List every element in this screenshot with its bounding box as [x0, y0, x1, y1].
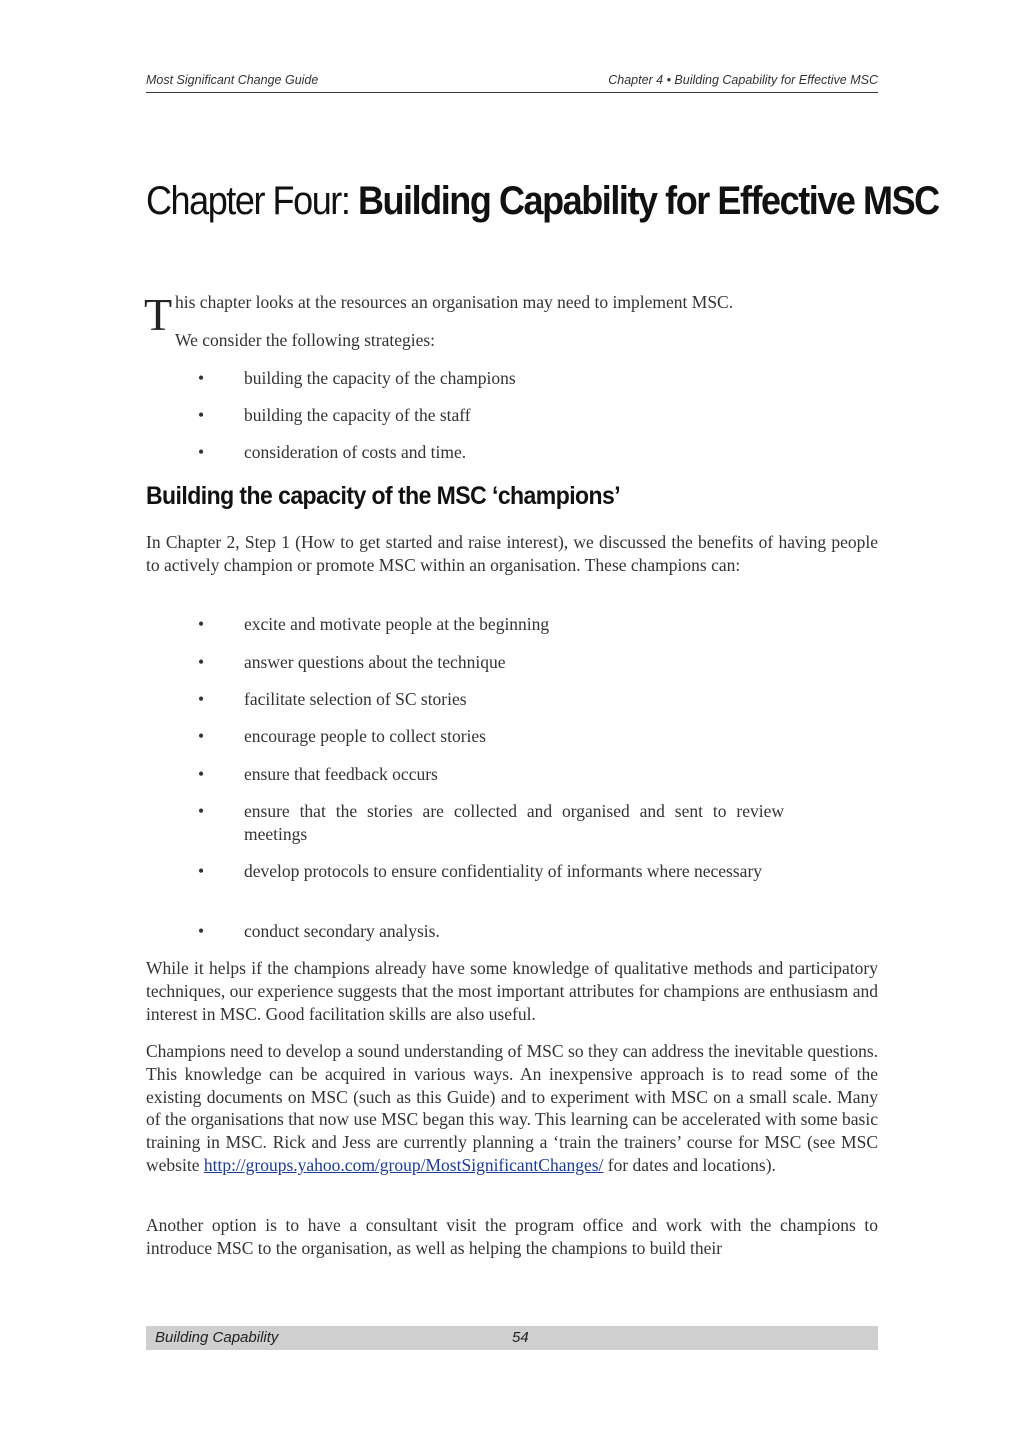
drop-cap: T — [144, 289, 173, 340]
bullet-icon: • — [198, 614, 205, 634]
bullet-icon: • — [198, 689, 205, 709]
list-item-text: encourage people to collect stories — [244, 726, 486, 746]
list-item-text: building the capacity of the champions — [244, 368, 516, 388]
page-number: 54 — [512, 1329, 529, 1346]
list-item-text: conduct secondary analysis. — [244, 921, 440, 941]
footer-section-name: Building Capability — [155, 1329, 279, 1346]
list-item-text: facilitate selection of SC stories — [244, 689, 467, 709]
chapter-main-title: Building Capability for Effective MSC — [357, 179, 939, 223]
bullet-icon: • — [198, 801, 205, 821]
paragraph-text-tail: for dates and locations). — [603, 1154, 776, 1175]
list-item-text: answer questions about the technique — [244, 652, 506, 672]
running-header — [146, 72, 878, 93]
paragraph: Another option is to have a consultant visit the program office and work with the champions to introduce MSC to the organisation, as well as helping the champions to build their — [146, 1215, 878, 1258]
bullet-icon: • — [198, 368, 205, 388]
paragraph — [146, 1040, 878, 1177]
paragraph: In Chapter 2, Step 1 (How to get started and raise interest), we discussed the benefits of having people to actively champion or promote MSC within an organisation. These champions can: — [146, 532, 878, 575]
paragraph-text: Champions need to develop a sound understanding of MSC so they can address the inevitable questions. This knowledge can be acquired in various ways. An inexpensive approach is to read some of the existing documents on MSC (such as this Guide) and to experiment with MSC on a small scale. Many of the organisations that now use MSC began this way. This learning can be accelerated with some basic training in MSC. Rick and Jess are currently planning a ‘train the trainers’ course for MSC (see MSC website — [146, 1041, 878, 1175]
bullet-icon: • — [198, 652, 205, 672]
list-item-text: excite and motivate people at the beginning — [244, 614, 550, 634]
list-item-text: building the capacity of the staff — [244, 405, 471, 425]
list-item-text: ensure that the stories are collected and organised and sent to review meetings — [244, 801, 784, 844]
bullet-icon: • — [198, 442, 205, 462]
bullet-icon: • — [198, 764, 205, 784]
footer-bar — [146, 1326, 878, 1350]
bullet-icon: • — [198, 861, 205, 881]
section-heading: Building the capacity of the MSC ‘champions’ — [146, 482, 621, 510]
header-chapter-title: Chapter 4 • Building Capability for Effective MSC — [608, 73, 878, 87]
list-item-text: ensure that feedback occurs — [244, 764, 438, 784]
bullet-icon: • — [198, 921, 205, 941]
intro-line-2: We consider the following strategies: — [175, 330, 436, 350]
intro-line-1: his chapter looks at the resources an organisation may need to implement MSC. — [175, 292, 734, 312]
bullet-icon: • — [198, 726, 205, 746]
header-guide-title: Most Significant Change Guide — [146, 73, 319, 87]
bullet-icon: • — [198, 405, 205, 425]
list-item-text: develop protocols to ensure confidentiality of informants where necessary — [244, 861, 763, 881]
msc-website-link[interactable]: http://groups.yahoo.com/group/MostSignificantChanges/ — [203, 1154, 604, 1175]
list-item-text: consideration of costs and time. — [244, 442, 467, 462]
chapter-title — [146, 176, 939, 226]
paragraph: While it helps if the champions already have some knowledge of qualitative methods and participatory techniques, our experience suggests that the most important attributes for champions are enthusiasm and interest in MSC. Good facilitation skills are also useful. — [146, 958, 878, 1024]
chapter-prefix: Chapter Four: — [146, 179, 358, 223]
